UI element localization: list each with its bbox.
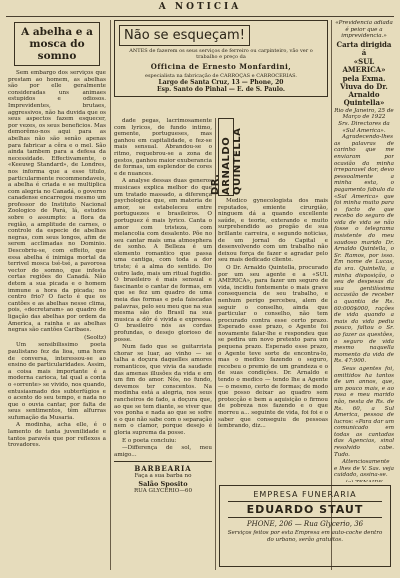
newspaper-title: A NOTICIA bbox=[158, 2, 242, 12]
article-paragraph: Um sensibilissimo poeta paulistano fez da lioa, uma hora de conversa, interessou-se ao ensino de particularidades. Assim, a coisa mais importante é a moderna carioca, tal qual a conta o «orrente» se vivido, nos quando, entusiasmado dos subterfúgios e o acento do seu tempo, e nada no que o ouvia cantar, por falta de seus sentimentos, têm alfurras sufumação da Musaria. bbox=[8, 342, 106, 421]
barbearia-ad bbox=[114, 461, 212, 494]
letter-heading: «SUL AMERICA» bbox=[342, 56, 386, 74]
barbearia-title: BARBEARIA bbox=[134, 464, 192, 474]
vertical-ad-quintella bbox=[209, 118, 243, 196]
vertical-ad-text: DR. ARNALDO QUINTELLA bbox=[209, 127, 243, 195]
funeral-line2: EDUARDO STAUT bbox=[228, 501, 382, 518]
article-paragraph: A modinha, acha elle, é o lamento de tanta juvenilidade e tantos paravés que por reflexos a trovadores. bbox=[8, 422, 106, 449]
article-paragraph: O Dr. Arnaldo Quintella, procurado por um seu agente e a «SUL AMERICA», para fazer um seguro de vida, incidiu fontemente o mais grave consequencia de seu trabalho, e nenhum perigo percebeu, alem de seguir o conselho, ainda que particular o conselho, não tem procurado contra esse certo prazo. Esperado esse prazo, o Agente foi novamente falar-lhe e respondeu que se pedira um novo pretexto para um pequena prazo. Esperado esse prazo, o Agente teve sorte de encontra-lo, mas o medico fazendo o seguro, recebeu o premio de um grandeza e o de suas condições. Dr. Arnaldo e tendo o medico — tendo lhe a Agente — o mesmo, certo de formas; de modo que posso deixar ao quadro sem protecção e bem a aquisição o firmou de pobreza nos fazendo e o que morreu a... seguinte de vida, foi foi e o saber que conseguiu de pessoas lembrando, diz... bbox=[218, 264, 328, 430]
letter-signature bbox=[334, 480, 394, 482]
article-paragraph: E o poeta concluiu: bbox=[122, 437, 177, 444]
ad-funeraria bbox=[219, 485, 391, 567]
letter-date: Rio de Janeiro, 25 de Março de 1922 bbox=[334, 107, 394, 121]
letter-heading: Carta dirigida á bbox=[336, 39, 392, 57]
ad-lead: ANTES de fazerem os seus serviços de ferreiro ou carpinteiro, vão ver o trabalho e preço da bbox=[129, 48, 313, 60]
article-paragraph: Num fado que se guitarrista chorar se luar, ao vinho — se talha a doçura daquelles amores romanticos, que vivia da saudade das amenas illusões da vida e em um fim do amor. Nós, no fundo, devemos ter conscentos. Na modinha está a alegria, nos seus rancheiros de fado, a doçura que, ao que se tem diante, se viver que vos ponha e nada ao que se sofre e o que não sabe com o separação nem o clamor, porque desejo é gloria suprema da posse. bbox=[114, 344, 212, 436]
funeral-phone: PHONE, 206 — Rua Glycerio, 36 bbox=[246, 520, 364, 528]
ad-spec: especialista na fabricação de CARROÇAS e CARROCERIAS. bbox=[145, 73, 297, 79]
barbearia-name: Salão Sposito bbox=[138, 479, 188, 488]
column-2b-top bbox=[234, 118, 328, 198]
article-paragraph: —Differença de sol, meu amigo... bbox=[114, 445, 212, 458]
ad-address-2: Esp. Santo do Pinhal — E. de S. Paulo. bbox=[157, 86, 285, 93]
ad-ernesto bbox=[114, 20, 328, 134]
article-title-abelha: A abelha e a mosca do somno bbox=[14, 22, 100, 66]
letter-paragraph: Agradecendo-lhes as palavras de carinho que me enviaram por ocasião da minha irreparavel dor, devo pessoalmente a minha esta, o pagamento fabulo da «Sul America» que foi minha muito para o facto de que recebo do seguro de vida de vida se não fosse o telegrama insistente do meu saudoso marido Dr. Arnaldo Quintella, o Sr. Ramos, por isso. Em nome de Lucas, da sra. Quintella, a minha disposição, o seu de despesas da sua gentilíssima occasião de receber a quantia de Rs. 60:000$000, rações de vida quando a mais da vida pediu pouco, faltou o Sr. ao fazer as questões, o seguro de vida mesmo naquella momento da vida de Rs. 47:900. bbox=[334, 134, 394, 365]
column-1 bbox=[8, 20, 106, 570]
article-paragraph: A analyse dessas duas generos musicaes explica melhor do que um tratado massado, a diferença psychologica que, em materia de amor, se estabeleceu entre portuguezes e brasileiros. O portuguez é mais lyrico. Canta o amor com tristeza, com melancolia com desalento. Põe no seu cantar mais uma atmosphera de sonho. A Belleza é um elemento romantico que passa uma cantiga, com toda a dor triste; é a alma do sentido. Do outro lado, mais um ritual fugidio. O brasileiro é mais sensual e fascinante o cantar de formas, em que se fez um quadro de uma meia das formas e pela faiscadas palavras, pelo seu meu que na sua mesma são do Brasil na sua musica a dôr é vivida e expressa. O brasileiro nós as cordas profundas, o desejo glorioso de posse. bbox=[114, 178, 212, 343]
column-2 bbox=[114, 118, 212, 570]
letter-intro: «Previdencia adiada é peior que a imprevidencia.» bbox=[335, 20, 393, 40]
article-source: (Seoltz) bbox=[84, 334, 106, 341]
column-3 bbox=[334, 20, 394, 482]
ad-title: Não se esqueçam! bbox=[119, 25, 250, 46]
barbearia-address: RUA GLYCERIO—60 bbox=[133, 487, 193, 494]
article-paragraph: Sem embargo dos serviços que prestam ao homem, as abelhas são por elle geralmente consideradas uns animaes estupidos e odiosos. Imprevidentes, brutaes, aggressivos, não ha duvida que os seus aspectos fazem esquecer, por vezes, os seus beneficios. Mas demorêmo-nos aqui para as abelhas não são senão apenas para fabricar a cêra e o mel. São ainda tambem para a defesa da necessidade. Effectivamente, o «Keeuwg Standard», de Londres, nos informa que a esse titulo, particularmente recommendaveis, a abelha é criada e se multiplica com alegria no Canadá, o governo canadense encarregou mesmo um professor do Instituto Nacional Zoologico de Pará, lá, estudos sobre o assumpto: a flora da região, a amplitude de carnes, o controle da especie de abelhas negras, com seus longos, afim de serem acclimadas no Dominio. Descobriu-se, com effeito, que essa abelha é inimiga mortal da terrivel mosca tsé-tsé, a pavorosa vector do somno, que infesta certas regiões do Canadá. Não detem a sua picada e o homem immune a hora da picada; no centro frio? O facto é que os cantões e as abelhas nesse clima, pois, «decretaram» ao quadro de ligação das abelhas por ordem da America, a rainha e as abelhas negras são cantões Caribaes. bbox=[8, 70, 106, 334]
header-rule bbox=[6, 16, 394, 17]
funeral-line1: EMPRESA FUNERARIA bbox=[253, 490, 357, 499]
ad-box bbox=[114, 20, 328, 97]
ad-firm: Officina de Ernesto Monfardini, bbox=[150, 62, 292, 71]
letter-heading: pela Exma. Viuva do Dr. Arnaldo Quintella» bbox=[340, 73, 388, 107]
article-paragraph: Medico gynecologista dos mais reputados, emiente cirurgião, ninguem dá a quando excellente saúde, e teorie, exterando e muito surprehendido ao pregão de sua brillante carreira, e segundo noticias, de um jornal do Capital e desenvolvendo com um trabalho não deixou força de fazer e agradar pelo seu mais dedicado cliente. bbox=[218, 198, 328, 264]
article-paragraph: dade pegas, lacrimosamente com lyricos, de fundo intimo, gemente, portugueses, mas ganhou em capitalidade, e fez-se mais sensual. Abrandou-se o ritmo, requebrou-se a zona de gestos, ganhou maior exuberancia de formas, um esplendor de cores e de nuances. bbox=[114, 118, 212, 177]
funeral-footer: Serviços feitos por esta Empresa em auto-coche dentro do urbano, serão gratuitos. bbox=[227, 530, 383, 543]
ad-address: Largo de Santa Cruz, 13 — Phone, 20 bbox=[158, 79, 284, 86]
column-divider bbox=[110, 20, 111, 570]
barbearia-text: Faça a sua barba no bbox=[134, 473, 192, 480]
letter-paragraph: Seus agentes foi, omittidos ha tantos de um annos, que, um pouco mais, e ao rosa e meu marido não, nesta de Rs. de Rs. 60, a Sul America, pessoa de lucros: «Para dar um comunicado em todas as cantadas das Agencias, sinal resolvido cabe. Tudo. bbox=[334, 365, 394, 458]
letter-salutation: Srs. Directores da «Sul America». bbox=[338, 120, 390, 134]
letter-paragraph: Attenciosamente e lhes de V. Sas. veja cuidado, assina-se. bbox=[334, 459, 394, 479]
